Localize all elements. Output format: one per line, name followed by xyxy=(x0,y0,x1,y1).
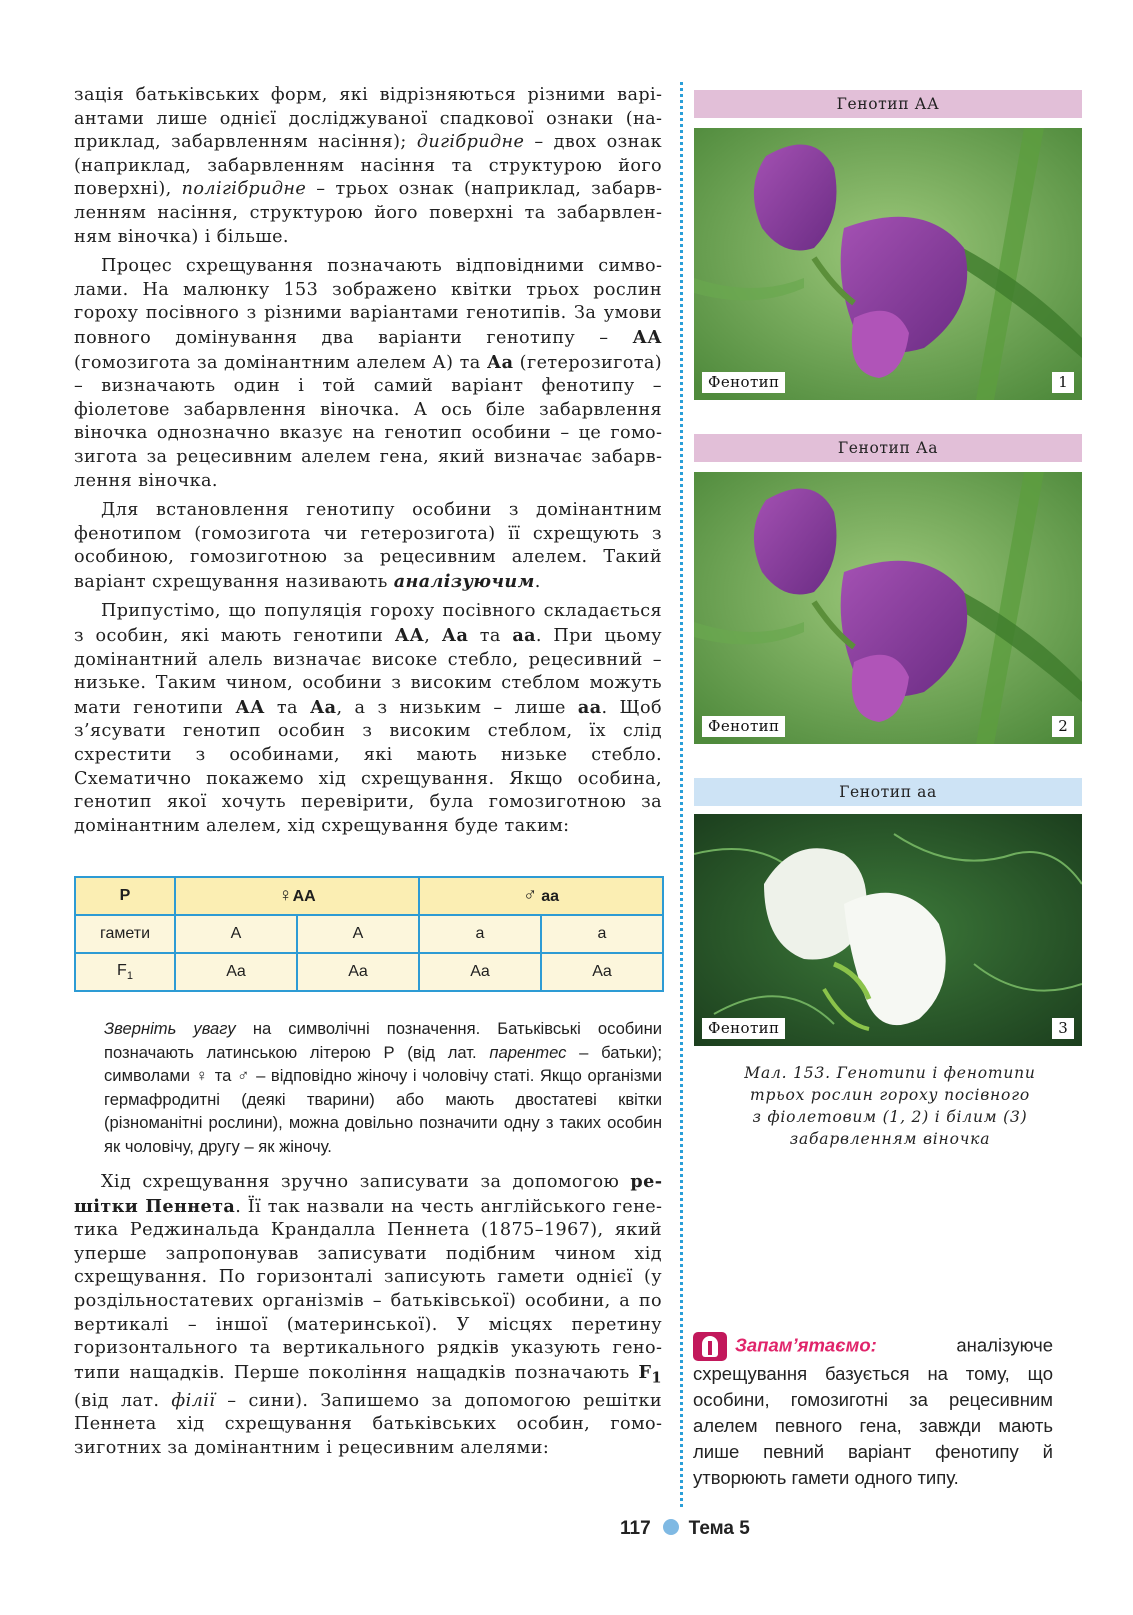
offspring-cell: Aa xyxy=(419,953,541,991)
figure-caption: Мал. 153. Генотипи і фенотипи трьох рослин гороху посівного з фіолетовим (1, 2) і білим (3) забарвленням віночка xyxy=(744,1064,1036,1148)
remember-label: Запам’ятаємо: xyxy=(735,1334,877,1356)
female-symbol-icon: ♀ xyxy=(278,885,293,906)
figure-number-3: 3 xyxy=(1052,1018,1074,1039)
cross-table-gametes-row xyxy=(75,915,663,953)
flower-photo-1 xyxy=(694,128,1082,400)
purple-flower-image xyxy=(694,128,1082,400)
purple-flower-image xyxy=(694,472,1082,744)
cross-table xyxy=(74,876,664,992)
figure-number-2: 2 xyxy=(1052,716,1074,737)
gametes-label: гамети xyxy=(75,915,175,953)
genotype-bar-1: Генотип АА xyxy=(694,90,1082,118)
remember-text: аналізуюче схрещування базується на тому, що особини, гомозиготні за рецесивним алелем певного гена, завжди мають лише певний варіант фенотипу й утворюють гамети одного типу. xyxy=(693,1334,1053,1488)
f1-label-cell xyxy=(75,953,175,991)
f1-subscript: 1 xyxy=(126,970,133,983)
paragraph-punnett: Хід схрещування зручно записувати за допомогою решітки Пеннета. Її так назвали на честь англійського генетика Реджинальда Крандалла Пеннета (1875–1967), який уперше запропонував записувати подібним чином хід схрещування. По горизонталі записують гамети однієї (у роздільностатевих організмів – батьківської) особини, а по вертикалі – іншої (материнської). У місцях перетину горизонтального та вертикального рядків указують генотипи нащадків. Перше покоління нащадків позначають $F_1$ (від лат. філії – сини). Запишемо за допомогою решітки Пеннета хід схрещування батьківських особин, гомозиготних за домінантним і рецесивним алелями: xyxy=(74,1171,662,1459)
main-text-top xyxy=(74,84,662,838)
cross-table-f1-row xyxy=(75,953,663,991)
flower-photo-2 xyxy=(694,472,1082,744)
phenotype-label-2: Фенотип xyxy=(702,716,785,737)
p-label-cell xyxy=(75,877,175,915)
topic-label: Тема 5 xyxy=(688,1518,750,1539)
male-symbol-icon: ♂ xyxy=(522,885,538,906)
attention-note: Зверніть увагу на символічні позначення. Батьківські особини позначають латинською літерою Р (від лат. парентес – батьки); символами ♀ та ♂ – відповідно жіночу і чоловічу статі. Якщо організми гермафродитні (деякі тварини) або мають двостатеві квітки (різноманітні рослини), можна довільно позначити одну з таких особин як чоловічу, другу – як жіночу. xyxy=(104,1019,663,1156)
female-parent-cell xyxy=(175,877,419,915)
genotype-bar-2: Генотип Аа xyxy=(694,434,1082,462)
genotype-bar-3: Генотип аа xyxy=(694,778,1082,806)
paragraph-1: зація батьківських форм, які відрізняються різними варіантами лише однієї досліджуваної спадкової ознаки (наприклад, забарвленням насіння); дигібридне – двох ознак (наприклад, забарвленням насіння та структурою його поверхні), полігібридне – трьох ознак (наприклад, забарвленням насіння, структурою його поверхні та забарвленням віночка) і більше. xyxy=(74,85,662,247)
page-footer xyxy=(620,1518,750,1540)
bullet-dot-icon xyxy=(663,1519,679,1535)
figure-number-1: 1 xyxy=(1052,372,1074,393)
column-divider xyxy=(680,82,683,1507)
female-genotype: AA xyxy=(292,888,316,905)
page-number: 117 xyxy=(620,1518,651,1539)
male-parent-cell xyxy=(419,877,663,915)
p-label: P xyxy=(119,887,131,904)
phenotype-label-3: Фенотип xyxy=(702,1018,785,1039)
gamete-cell: A xyxy=(297,915,419,953)
main-text-bottom xyxy=(74,1170,662,1461)
paragraph-3: Для встановлення генотипу особини з домінантним фенотипом (гомозигота чи гетерозигота) її схрещують з особиною, гомозиготною за рецесивним алелем. Такий варіант схрещування називають аналізуючим. xyxy=(74,500,662,592)
remember-box xyxy=(693,1332,1053,1491)
paragraph-4: Припустімо, що популяція гороху посівного складається з особин, які мають генотипи АА, Аа та аа. При цьому домінантний алель визначає високе стебло, рецесивний – низьке. Таким чином, особини з високим стеблом можуть мати генотипи АА та Аа, а з низьким – лише аа. Щоб з’ясувати генотип особин з високим стеблом, їх слід схрестити з особинами, які мають низьке стебло. Схематично покажемо хід схрещування. Якщо особина, генотип якої хочуть перевірити, була гомозиготною за домінантним алелем, хід схрещування буде таким: xyxy=(74,601,663,836)
paragraph-2: Процес схрещування позначають відповідними символами. На малюнку 153 зображено квітки трьох рослин гороху посівного з різними варіантами генотипів. За умови повного домінування два варіанти генотипу – АА (гомозигота за домінантним алелем А) та Аа (гетерозигота) – визначають один і той самий варіант фенотипу – фіолетове забарвлення віночка. А ось біле забарвлення віночка однозначно вказує на генотип особини – це гомозигота за рецесивним алелем гена, який визначає забарвлення віночка. xyxy=(74,256,662,491)
offspring-cell: Aa xyxy=(175,953,297,991)
gamete-cell: a xyxy=(541,915,663,953)
cross-table-parents-row xyxy=(75,877,663,915)
male-genotype: aa xyxy=(541,888,560,905)
phenotype-label-1: Фенотип xyxy=(702,372,785,393)
flower-photo-3 xyxy=(694,814,1082,1046)
offspring-cell: Aa xyxy=(297,953,419,991)
gamete-cell: A xyxy=(175,915,297,953)
remember-icon xyxy=(693,1332,727,1361)
gamete-cell: a xyxy=(419,915,541,953)
offspring-cell: Aa xyxy=(541,953,663,991)
white-flower-image xyxy=(694,814,1082,1046)
f1-label: F xyxy=(117,961,127,979)
